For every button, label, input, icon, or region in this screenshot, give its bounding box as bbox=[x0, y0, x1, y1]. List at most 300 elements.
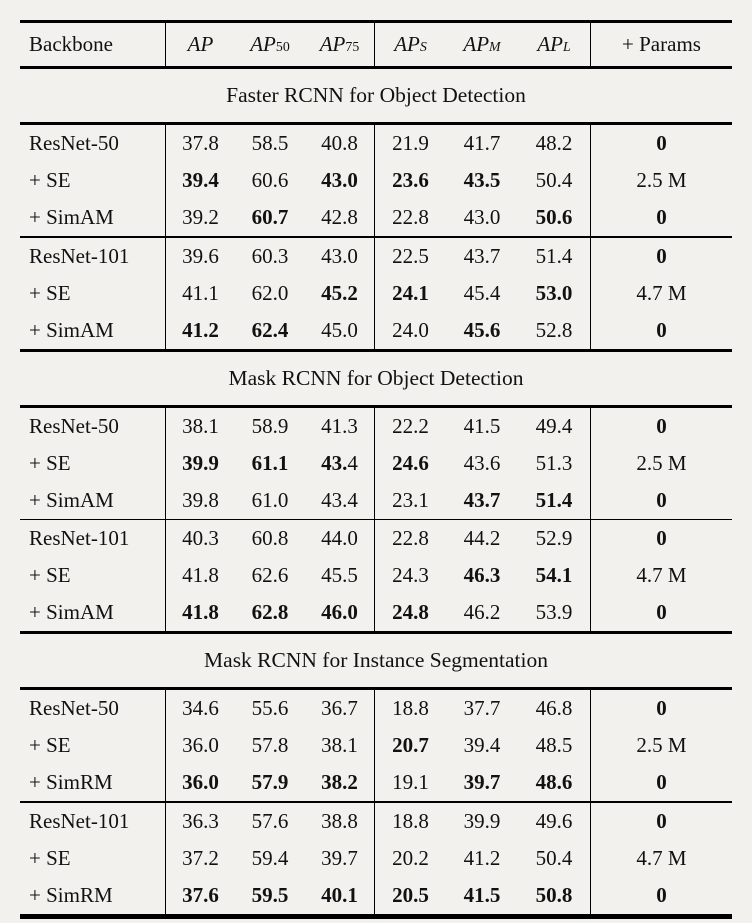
table-row bbox=[20, 199, 732, 236]
cell-value: 49.4 bbox=[535, 413, 573, 438]
metric-cell bbox=[235, 727, 305, 764]
metric-cell bbox=[518, 482, 590, 519]
cell-value: 22.5 bbox=[392, 243, 429, 268]
backbone-cell: + SE bbox=[29, 845, 71, 870]
metric-cell bbox=[446, 275, 518, 312]
metric-cell bbox=[590, 445, 732, 482]
metric-cell bbox=[235, 690, 305, 727]
metric-cell bbox=[374, 520, 446, 557]
metric-cell bbox=[235, 840, 305, 877]
metric-cell bbox=[305, 690, 374, 727]
cell-value: 41.7 bbox=[463, 131, 501, 155]
cell-value: 60.6 bbox=[251, 168, 289, 192]
cell-value: 24.0 bbox=[392, 317, 429, 342]
metric-cell bbox=[165, 690, 235, 727]
backbone-cell: ResNet-50 bbox=[29, 696, 119, 720]
cell-value: 41.5 bbox=[463, 413, 501, 438]
cell-value-bold: 0 bbox=[656, 131, 667, 155]
backbone-cell: + SE bbox=[29, 168, 71, 192]
cell-value: 2.5 M bbox=[636, 733, 687, 757]
cell-value: 52.8 bbox=[535, 317, 573, 342]
metric-cell bbox=[165, 594, 235, 631]
metric-cell bbox=[305, 727, 374, 764]
metric-cell bbox=[518, 408, 590, 445]
metric-cell bbox=[374, 408, 446, 445]
metric-cell bbox=[518, 312, 590, 349]
cell-value: 4 bbox=[347, 450, 358, 475]
table-row bbox=[20, 445, 732, 482]
cell-value-bold: 0 bbox=[656, 526, 667, 550]
cell-value: 61.0 bbox=[251, 487, 289, 512]
cell-value-bold: 38.2 bbox=[321, 770, 358, 794]
cell-value-bold: 50.6 bbox=[535, 205, 573, 229]
cell-value: 40.8 bbox=[321, 131, 358, 155]
metric-cell bbox=[446, 764, 518, 801]
cell-value-bold: 39.9 bbox=[182, 450, 219, 475]
metric-cell bbox=[165, 199, 235, 236]
cell-value: 37.2 bbox=[182, 845, 219, 870]
column-header-apl: AP L bbox=[537, 32, 571, 56]
cell-value-bold: 0 bbox=[656, 600, 667, 624]
results-table bbox=[20, 20, 732, 919]
metric-cell bbox=[235, 312, 305, 349]
cell-value-bold: 20.5 bbox=[392, 882, 429, 907]
section-title: Mask RCNN for Instance Segmentation bbox=[204, 648, 548, 672]
metric-cell bbox=[235, 877, 305, 914]
metric-cell bbox=[374, 803, 446, 840]
cell-value-bold: 57.9 bbox=[251, 770, 289, 794]
metric-cell bbox=[235, 764, 305, 801]
metric-cell bbox=[374, 690, 446, 727]
metric-cell bbox=[305, 238, 374, 275]
cell-value: 58.9 bbox=[251, 413, 289, 438]
metric-cell bbox=[446, 199, 518, 236]
backbone-cell: + SimAM bbox=[29, 600, 114, 624]
metric-cell bbox=[165, 840, 235, 877]
metric-cell bbox=[305, 125, 374, 162]
cell-value-bold: 24.6 bbox=[392, 450, 429, 475]
metric-cell bbox=[518, 764, 590, 801]
cell-value-bold: 0 bbox=[656, 205, 667, 229]
cell-value-bold: 23.6 bbox=[392, 168, 429, 192]
column-header-label: AP bbox=[187, 32, 214, 56]
metric-cell bbox=[518, 727, 590, 764]
cell-value: 20.2 bbox=[392, 845, 429, 870]
metric-cell bbox=[305, 764, 374, 801]
metric-cell bbox=[446, 690, 518, 727]
column-header-backbone bbox=[20, 23, 165, 66]
cell-value-bold: 40.1 bbox=[321, 882, 358, 907]
cell-value: 48.2 bbox=[535, 131, 573, 155]
metric-cell bbox=[590, 275, 732, 312]
metric-cell bbox=[446, 162, 518, 199]
table-row bbox=[20, 764, 732, 801]
backbone-cell: + SE bbox=[29, 563, 71, 587]
table-row bbox=[20, 877, 732, 914]
cell-value: 55.6 bbox=[251, 696, 289, 720]
cell-value: 24.3 bbox=[392, 563, 429, 587]
cell-value: 48.5 bbox=[535, 733, 573, 757]
cell-value: 36.0 bbox=[182, 733, 219, 757]
cell-value: 45.0 bbox=[321, 317, 358, 342]
metric-cell bbox=[165, 408, 235, 445]
cell-value: 41.1 bbox=[182, 280, 219, 305]
backbone-cell: + SE bbox=[29, 733, 71, 757]
metric-cell bbox=[446, 482, 518, 519]
cell-value: 18.8 bbox=[392, 808, 429, 833]
cell-value: 50.4 bbox=[535, 845, 573, 870]
cell-value-bold: 41.8 bbox=[182, 600, 219, 624]
metric-cell bbox=[305, 594, 374, 631]
metric-cell bbox=[446, 408, 518, 445]
metric-cell bbox=[374, 125, 446, 162]
table-row bbox=[20, 238, 732, 275]
metric-cell bbox=[305, 557, 374, 594]
metric-cell bbox=[374, 445, 446, 482]
cell-value: 41.3 bbox=[321, 413, 358, 438]
metric-cell bbox=[374, 877, 446, 914]
cell-value: 18.8 bbox=[392, 696, 429, 720]
metric-cell bbox=[305, 520, 374, 557]
cell-value-bold: 43.7 bbox=[463, 487, 501, 512]
metric-cell bbox=[165, 764, 235, 801]
metric-cell bbox=[590, 238, 732, 275]
metric-cell bbox=[446, 594, 518, 631]
backbone-cell: ResNet-50 bbox=[29, 131, 119, 155]
metric-cell bbox=[305, 275, 374, 312]
cell-value: 41.8 bbox=[182, 563, 219, 587]
table-sections bbox=[20, 66, 732, 919]
table-row bbox=[20, 125, 732, 162]
cell-value-bold: 0 bbox=[656, 696, 667, 720]
section-title: Faster RCNN for Object Detection bbox=[226, 83, 526, 107]
cell-value: 36.3 bbox=[182, 808, 219, 833]
metric-cell bbox=[446, 445, 518, 482]
cell-value-bold: 61.1 bbox=[251, 450, 289, 475]
cell-value-bold: 46.3 bbox=[463, 563, 501, 587]
cell-value: 36.7 bbox=[321, 696, 358, 720]
cell-value: 50.4 bbox=[535, 168, 573, 192]
cell-value-bold: 41.2 bbox=[182, 317, 219, 342]
metric-cell bbox=[235, 520, 305, 557]
metric-cell bbox=[446, 238, 518, 275]
table-row bbox=[20, 840, 732, 877]
metric-cell bbox=[446, 727, 518, 764]
cell-value-bold: 54.1 bbox=[535, 563, 573, 587]
metric-cell bbox=[235, 125, 305, 162]
metric-cell bbox=[165, 520, 235, 557]
cell-value: 45.5 bbox=[321, 563, 358, 587]
cell-value-bold: 45.2 bbox=[321, 280, 358, 305]
column-header-params bbox=[590, 23, 732, 66]
metric-cell bbox=[374, 238, 446, 275]
metric-cell bbox=[374, 764, 446, 801]
cell-value: 42.8 bbox=[321, 205, 358, 229]
cell-value: 4.7 M bbox=[636, 280, 687, 305]
cell-value-bold: 0 bbox=[656, 243, 667, 268]
metric-cell bbox=[165, 125, 235, 162]
metric-cell bbox=[590, 840, 732, 877]
cell-value: 38.1 bbox=[182, 413, 219, 438]
cell-value-bold: 50.8 bbox=[535, 882, 573, 907]
cell-value-bold: 0 bbox=[656, 317, 667, 342]
cell-value: 41.2 bbox=[463, 845, 501, 870]
metric-cell bbox=[518, 840, 590, 877]
table-row bbox=[20, 275, 732, 312]
metric-cell bbox=[374, 199, 446, 236]
metric-cell bbox=[165, 727, 235, 764]
metric-cell bbox=[518, 690, 590, 727]
cell-value: 49.6 bbox=[535, 808, 573, 833]
column-header-ap bbox=[165, 23, 235, 66]
cell-value: 43.7 bbox=[463, 243, 501, 268]
cell-value: 4.7 M bbox=[636, 845, 687, 870]
backbone-cell: ResNet-101 bbox=[29, 526, 130, 550]
metric-cell bbox=[518, 125, 590, 162]
cell-value: 34.6 bbox=[182, 696, 219, 720]
metric-cell bbox=[446, 520, 518, 557]
column-header-label: AP bbox=[319, 32, 346, 56]
metric-cell bbox=[518, 162, 590, 199]
metric-cell bbox=[305, 840, 374, 877]
cell-value: 2.5 M bbox=[636, 168, 687, 192]
backbone-cell: + SimAM bbox=[29, 487, 114, 512]
cell-value: 58.5 bbox=[251, 131, 289, 155]
metric-cell bbox=[590, 312, 732, 349]
metric-cell bbox=[590, 764, 732, 801]
metric-cell bbox=[374, 594, 446, 631]
metric-cell bbox=[446, 877, 518, 914]
metric-cell bbox=[446, 803, 518, 840]
backbone-cell: + SimAM bbox=[29, 205, 114, 229]
metric-cell bbox=[590, 594, 732, 631]
backbone-cell: + SE bbox=[29, 280, 71, 305]
metric-cell bbox=[518, 199, 590, 236]
metric-cell bbox=[165, 312, 235, 349]
metric-cell bbox=[235, 408, 305, 445]
cell-value: 44.2 bbox=[463, 526, 501, 550]
metric-cell bbox=[374, 312, 446, 349]
cell-value-bold: 43.0 bbox=[321, 168, 358, 192]
cell-value-bold: 24.8 bbox=[392, 600, 429, 624]
cell-value: 21.9 bbox=[392, 131, 429, 155]
cell-value: 52.9 bbox=[535, 526, 573, 550]
table-row bbox=[20, 594, 732, 631]
cell-value-bold: 0 bbox=[656, 413, 667, 438]
metric-cell bbox=[446, 840, 518, 877]
cell-value: 62.0 bbox=[251, 280, 289, 305]
cell-value: 22.8 bbox=[392, 205, 429, 229]
cell-value: 60.8 bbox=[251, 526, 289, 550]
metric-cell bbox=[305, 877, 374, 914]
cell-value: 22.8 bbox=[392, 526, 429, 550]
metric-cell bbox=[446, 125, 518, 162]
metric-cell bbox=[235, 238, 305, 275]
cell-value: 57.8 bbox=[251, 733, 289, 757]
cell-value: 43.4 bbox=[321, 487, 358, 512]
metric-cell bbox=[235, 162, 305, 199]
metric-cell bbox=[590, 199, 732, 236]
cell-value-bold: 43. bbox=[321, 450, 348, 475]
metric-cell bbox=[235, 482, 305, 519]
metric-cell bbox=[446, 557, 518, 594]
cell-value-bold: 62.4 bbox=[251, 317, 289, 342]
metric-cell bbox=[374, 557, 446, 594]
cell-value: 2.5 M bbox=[636, 450, 687, 475]
cell-value: 22.2 bbox=[392, 413, 429, 438]
cell-value-bold: 48.6 bbox=[535, 770, 573, 794]
cell-value-bold: 20.7 bbox=[392, 733, 429, 757]
metric-cell bbox=[518, 557, 590, 594]
cell-value: 62.6 bbox=[251, 563, 289, 587]
backbone-cell: ResNet-101 bbox=[29, 243, 130, 268]
table-row bbox=[20, 162, 732, 199]
cell-value: 38.1 bbox=[321, 733, 358, 757]
cell-value: 38.8 bbox=[321, 808, 358, 833]
metric-cell bbox=[235, 557, 305, 594]
metric-cell bbox=[590, 557, 732, 594]
table-row bbox=[20, 803, 732, 840]
horizontal-rule-bottom bbox=[20, 914, 732, 919]
metric-cell bbox=[518, 238, 590, 275]
metric-cell bbox=[235, 199, 305, 236]
metric-cell bbox=[165, 482, 235, 519]
cell-value: 43.0 bbox=[463, 205, 501, 229]
cell-value: 39.2 bbox=[182, 205, 219, 229]
cell-value-bold: 45.6 bbox=[463, 317, 501, 342]
cell-value-bold: 24.1 bbox=[392, 280, 429, 305]
cell-value: 57.6 bbox=[251, 808, 289, 833]
backbone-cell: + SE bbox=[29, 450, 71, 475]
metric-cell bbox=[305, 312, 374, 349]
cell-value-bold: 37.6 bbox=[182, 882, 219, 907]
metric-cell bbox=[374, 275, 446, 312]
column-header-label: AP bbox=[463, 32, 490, 56]
metric-cell bbox=[590, 162, 732, 199]
metric-cell bbox=[165, 877, 235, 914]
metric-cell bbox=[374, 840, 446, 877]
metric-cell bbox=[165, 275, 235, 312]
cell-value-bold: 60.7 bbox=[251, 205, 289, 229]
cell-value-bold: 39.7 bbox=[463, 770, 501, 794]
cell-value: 23.1 bbox=[392, 487, 429, 512]
metric-cell bbox=[165, 162, 235, 199]
metric-cell bbox=[374, 727, 446, 764]
metric-cell bbox=[305, 445, 374, 482]
cell-value-bold: 0 bbox=[656, 770, 667, 794]
column-header-label: + Params bbox=[622, 32, 701, 56]
cell-value-bold: 36.0 bbox=[182, 770, 219, 794]
backbone-cell: + SimRM bbox=[29, 882, 113, 907]
table-row bbox=[20, 312, 732, 349]
cell-value-bold: 46.0 bbox=[321, 600, 358, 624]
metric-cell bbox=[446, 312, 518, 349]
cell-value: 46.8 bbox=[535, 696, 573, 720]
metric-cell bbox=[518, 803, 590, 840]
backbone-cell: ResNet-50 bbox=[29, 413, 119, 438]
metric-cell bbox=[590, 520, 732, 557]
cell-value-bold: 59.5 bbox=[251, 882, 289, 907]
column-header-label: AP bbox=[537, 32, 563, 56]
metric-cell bbox=[305, 199, 374, 236]
cell-value-bold: 53.0 bbox=[535, 280, 573, 305]
cell-value: 39.6 bbox=[182, 243, 219, 268]
cell-value: 51.3 bbox=[535, 450, 573, 475]
metric-cell bbox=[235, 594, 305, 631]
metric-cell bbox=[374, 482, 446, 519]
column-header-aps: AP S bbox=[374, 23, 446, 66]
metric-cell bbox=[590, 727, 732, 764]
table-row bbox=[20, 690, 732, 727]
metric-cell bbox=[590, 803, 732, 840]
cell-value: 53.9 bbox=[535, 600, 573, 624]
cell-value-bold: 0 bbox=[656, 808, 667, 833]
cell-value: 45.4 bbox=[463, 280, 501, 305]
cell-value-bold: 0 bbox=[656, 882, 667, 907]
backbone-cell: ResNet-101 bbox=[29, 808, 130, 833]
metric-cell bbox=[165, 557, 235, 594]
table-row bbox=[20, 408, 732, 445]
metric-cell bbox=[305, 803, 374, 840]
cell-value: 60.3 bbox=[251, 243, 289, 268]
metric-cell bbox=[518, 520, 590, 557]
metric-cell bbox=[235, 445, 305, 482]
metric-cell bbox=[305, 162, 374, 199]
cell-value-bold: 41.5 bbox=[463, 882, 501, 907]
backbone-cell: + SimAM bbox=[29, 317, 114, 342]
column-header-ap50: AP 50 bbox=[250, 32, 290, 56]
cell-value: 44.0 bbox=[321, 526, 358, 550]
backbone-cell: + SimRM bbox=[29, 770, 113, 794]
metric-cell bbox=[590, 690, 732, 727]
metric-cell bbox=[518, 594, 590, 631]
cell-value: 4.7 M bbox=[636, 563, 687, 587]
cell-value: 37.7 bbox=[463, 696, 501, 720]
column-header-ap75: AP 75 bbox=[319, 32, 360, 56]
metric-cell bbox=[518, 275, 590, 312]
cell-value: 39.9 bbox=[463, 808, 501, 833]
cell-value-bold: 62.8 bbox=[251, 600, 289, 624]
column-header-apm: AP M bbox=[463, 32, 501, 56]
cell-value-bold: 39.4 bbox=[182, 168, 219, 192]
metric-cell bbox=[590, 125, 732, 162]
column-header-label: AP bbox=[394, 32, 420, 56]
metric-cell bbox=[235, 275, 305, 312]
metric-cell bbox=[305, 482, 374, 519]
cell-value: 51.4 bbox=[535, 243, 573, 268]
table-row bbox=[20, 482, 732, 519]
cell-value-bold: 43.5 bbox=[463, 168, 501, 192]
metric-cell bbox=[590, 482, 732, 519]
cell-value: 39.7 bbox=[321, 845, 358, 870]
table-header-row bbox=[20, 23, 732, 66]
cell-value-bold: 51.4 bbox=[535, 487, 573, 512]
column-header-label: AP bbox=[250, 32, 276, 56]
metric-cell bbox=[165, 445, 235, 482]
metric-cell bbox=[165, 803, 235, 840]
metric-cell bbox=[305, 408, 374, 445]
section-title: Mask RCNN for Object Detection bbox=[228, 365, 524, 390]
cell-value: 39.4 bbox=[463, 733, 501, 757]
table-row bbox=[20, 520, 732, 557]
cell-value: 37.8 bbox=[182, 131, 219, 155]
column-header-label: Backbone bbox=[29, 32, 113, 56]
metric-cell bbox=[518, 877, 590, 914]
metric-cell bbox=[235, 803, 305, 840]
cell-value-bold: 0 bbox=[656, 487, 667, 512]
cell-value: 43.6 bbox=[463, 450, 501, 475]
table-row bbox=[20, 557, 732, 594]
